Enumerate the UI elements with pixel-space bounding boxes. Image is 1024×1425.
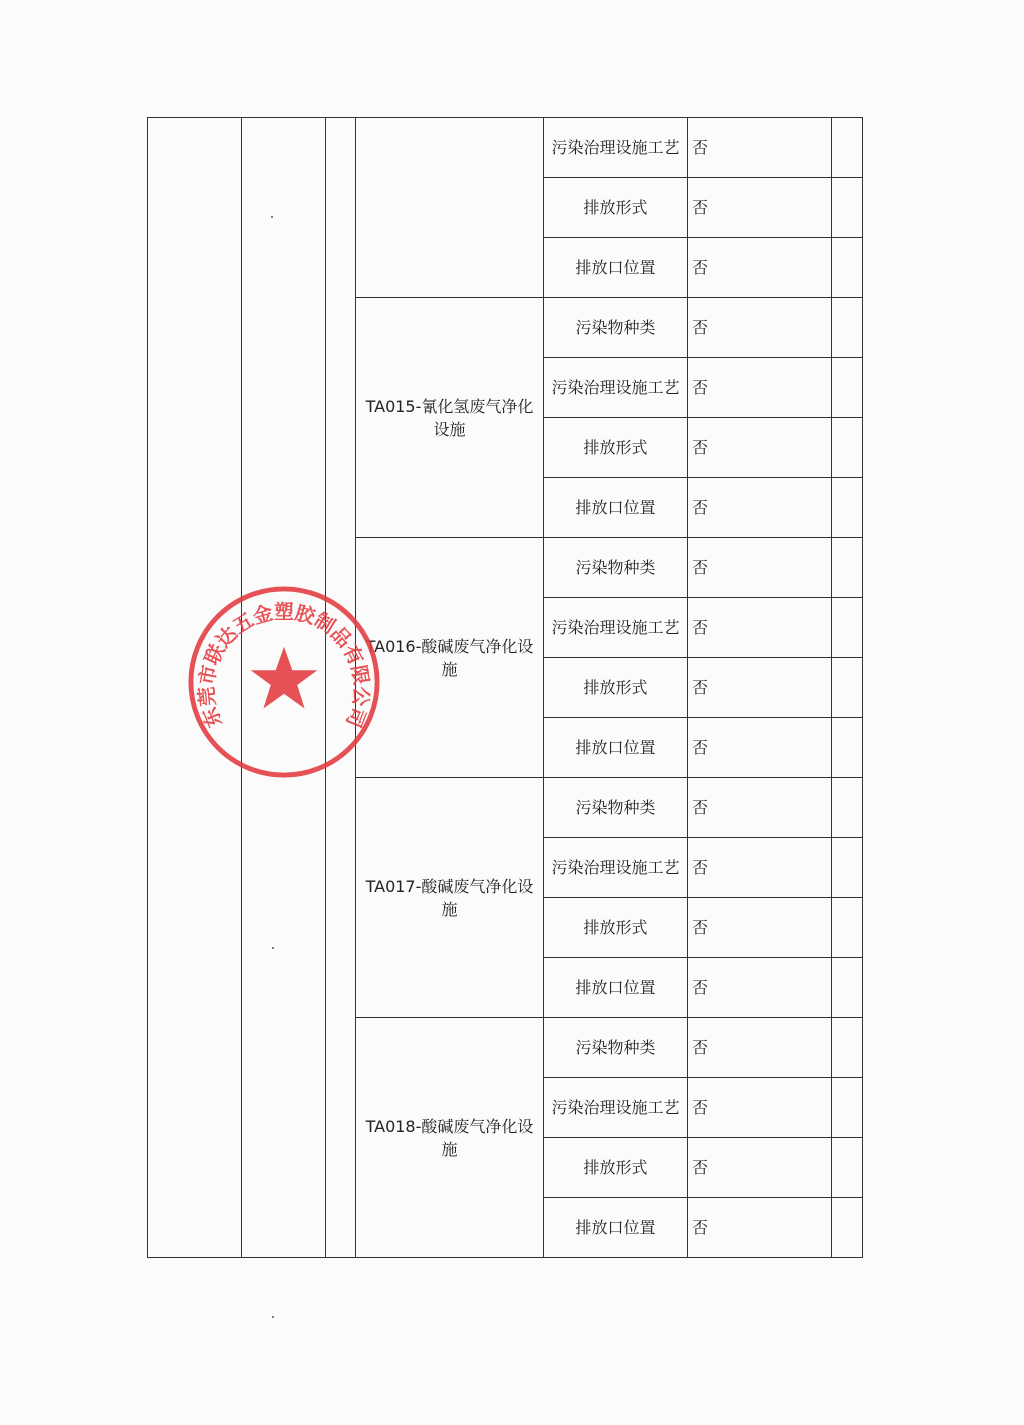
- blank-cell: [832, 1018, 863, 1078]
- item-name-cell: 排放形式: [544, 178, 688, 238]
- blank-cell: [832, 838, 863, 898]
- item-name-cell: 排放口位置: [544, 478, 688, 538]
- item-name-cell: 排放形式: [544, 418, 688, 478]
- item-value-cell: 否: [688, 298, 832, 358]
- facility-cell: TA016-酸碱废气净化设施: [356, 538, 544, 778]
- blank-cell: [832, 1198, 863, 1258]
- item-name-cell: 排放口位置: [544, 1198, 688, 1258]
- seal-text: 东莞市联达五金塑胶制品有限公司: [194, 600, 374, 731]
- blank-cell: [832, 538, 863, 598]
- blank-cell: [832, 178, 863, 238]
- item-value-cell: 否: [688, 358, 832, 418]
- item-value-cell: 否: [688, 1078, 832, 1138]
- item-name-cell: 污染物种类: [544, 538, 688, 598]
- item-name-cell: 污染治理设施工艺: [544, 1078, 688, 1138]
- company-seal: [186, 584, 382, 780]
- item-value-cell: 否: [688, 1198, 832, 1258]
- item-name-cell: 排放口位置: [544, 958, 688, 1018]
- scan-speck: [272, 1316, 274, 1318]
- facility-cell: TA018-酸碱废气净化设施: [356, 1018, 544, 1258]
- item-name-cell: 污染治理设施工艺: [544, 358, 688, 418]
- scan-speck: [271, 216, 273, 218]
- blank-cell: [832, 1078, 863, 1138]
- item-name-cell: 污染物种类: [544, 1018, 688, 1078]
- scan-speck: [272, 947, 274, 949]
- seal-star-icon: [251, 647, 318, 709]
- item-value-cell: 否: [688, 598, 832, 658]
- item-value-cell: 否: [688, 1018, 832, 1078]
- item-value-cell: 否: [688, 478, 832, 538]
- facility-cell: TA015-氰化氢废气净化设施: [356, 298, 544, 538]
- item-name-cell: 污染物种类: [544, 298, 688, 358]
- item-name-cell: 污染治理设施工艺: [544, 598, 688, 658]
- table-row: [148, 118, 863, 178]
- blank-cell: [832, 898, 863, 958]
- item-value-cell: 否: [688, 658, 832, 718]
- item-name-cell: 排放形式: [544, 1138, 688, 1198]
- blank-cell: [832, 958, 863, 1018]
- item-value-cell: 否: [688, 178, 832, 238]
- blank-cell: [832, 358, 863, 418]
- facility-cell: [356, 118, 544, 298]
- blank-cell: [832, 598, 863, 658]
- blank-cell: [832, 718, 863, 778]
- item-name-cell: 污染物种类: [544, 778, 688, 838]
- blank-cell: [832, 418, 863, 478]
- item-value-cell: 否: [688, 418, 832, 478]
- item-value-cell: 否: [688, 538, 832, 598]
- item-value-cell: 否: [688, 778, 832, 838]
- item-name-cell: 排放形式: [544, 898, 688, 958]
- blank-cell: [832, 118, 863, 178]
- blank-cell: [832, 658, 863, 718]
- item-name-cell: 污染治理设施工艺: [544, 838, 688, 898]
- item-value-cell: 否: [688, 118, 832, 178]
- item-name-cell: 排放形式: [544, 658, 688, 718]
- item-value-cell: 否: [688, 898, 832, 958]
- item-name-cell: 污染治理设施工艺: [544, 118, 688, 178]
- item-value-cell: 否: [688, 1138, 832, 1198]
- item-value-cell: 否: [688, 238, 832, 298]
- item-value-cell: 否: [688, 958, 832, 1018]
- item-value-cell: 否: [688, 718, 832, 778]
- blank-cell: [832, 238, 863, 298]
- facility-cell: TA017-酸碱废气净化设施: [356, 778, 544, 1018]
- blank-cell: [832, 478, 863, 538]
- blank-cell: [832, 778, 863, 838]
- blank-cell: [832, 1138, 863, 1198]
- item-name-cell: 排放口位置: [544, 718, 688, 778]
- blank-cell: [832, 298, 863, 358]
- item-value-cell: 否: [688, 838, 832, 898]
- item-name-cell: 排放口位置: [544, 238, 688, 298]
